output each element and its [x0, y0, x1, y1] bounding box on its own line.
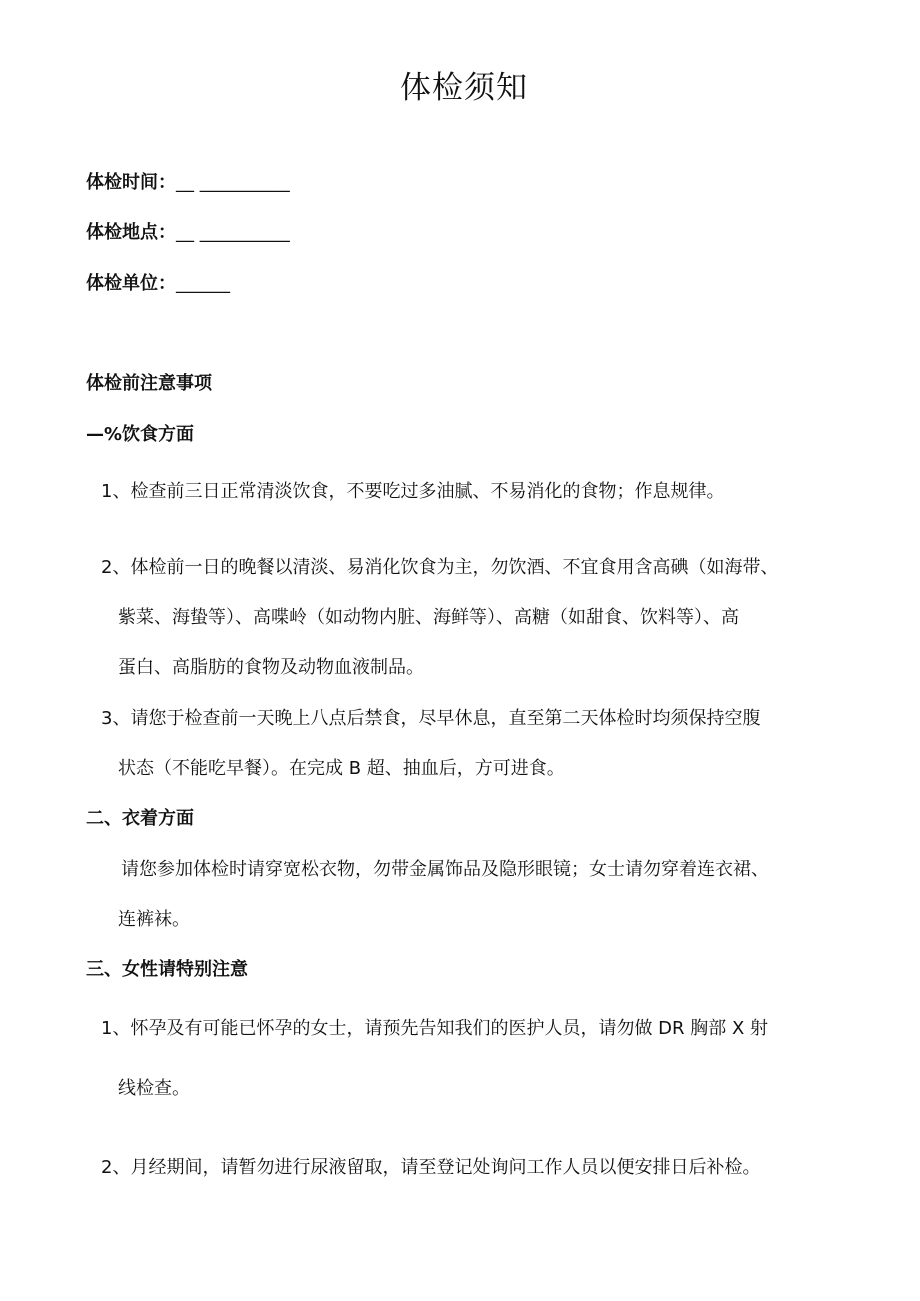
paragraph-line: 紫菜、海蛰等）、高喋岭（如动物内脏、海鲜等）、高糖（如甜食、饮料等）、高 — [118, 607, 739, 628]
paragraph-line: 1、怀孕及有可能已怀孕的女士，请预先告知我们的医护人员，请勿做 DR 胸部 X 射 — [101, 1018, 769, 1039]
field-exam-location — [86, 221, 290, 245]
field-label: 体检单位： — [86, 273, 176, 294]
paragraph-line: 状态（不能吃早餐）。在完成 B 超、抽血后，方可进食。 — [118, 758, 565, 779]
field-blank: __ __________ — [176, 172, 290, 193]
paragraph-line: 蛋白、高脂肪的食物及动物血液制品。 — [118, 657, 424, 678]
notice-heading: 体检前注意事项 — [86, 373, 212, 394]
section-heading-clothing: 二、衣着方面 — [86, 808, 194, 829]
paragraph-line: 请您参加体检时请穿宽松衣物，勿带金属饰品及隐形眼镜；女士请勿穿着连衣裙、 — [121, 859, 769, 880]
paragraph-line: 连裤袜。 — [118, 909, 190, 930]
field-label: 体检地点： — [86, 222, 176, 243]
field-blank: ______ — [176, 273, 230, 294]
field-label: 体检时间： — [86, 172, 176, 193]
section-heading-diet: —%饮食方面 — [86, 424, 195, 445]
paragraph-line: 1、检查前三日正常清淡饮食，不要吃过多油腻、不易消化的食物；作息规律。 — [101, 481, 725, 502]
paragraph-line: 2、体检前一日的晚餐以清淡、易消化饮食为主，勿饮酒、不宜食用含高碘（如海带、 — [101, 557, 779, 578]
paragraph-line: 线检查。 — [118, 1078, 190, 1099]
section-heading-women: 三、女性请特别注意 — [86, 959, 248, 980]
paragraph-line: 2、月经期间，请暂勿进行尿液留取，请至登记处询问工作人员以便安排日后补检。 — [101, 1157, 761, 1178]
field-exam-time — [86, 171, 290, 195]
field-blank: __ __________ — [176, 222, 290, 243]
field-exam-unit — [86, 272, 230, 296]
document-title: 体检须知 — [400, 70, 528, 106]
paragraph-line: 3、请您于检查前一天晚上八点后禁食，尽早休息，直至第二天体检时均须保持空腹 — [101, 708, 761, 729]
